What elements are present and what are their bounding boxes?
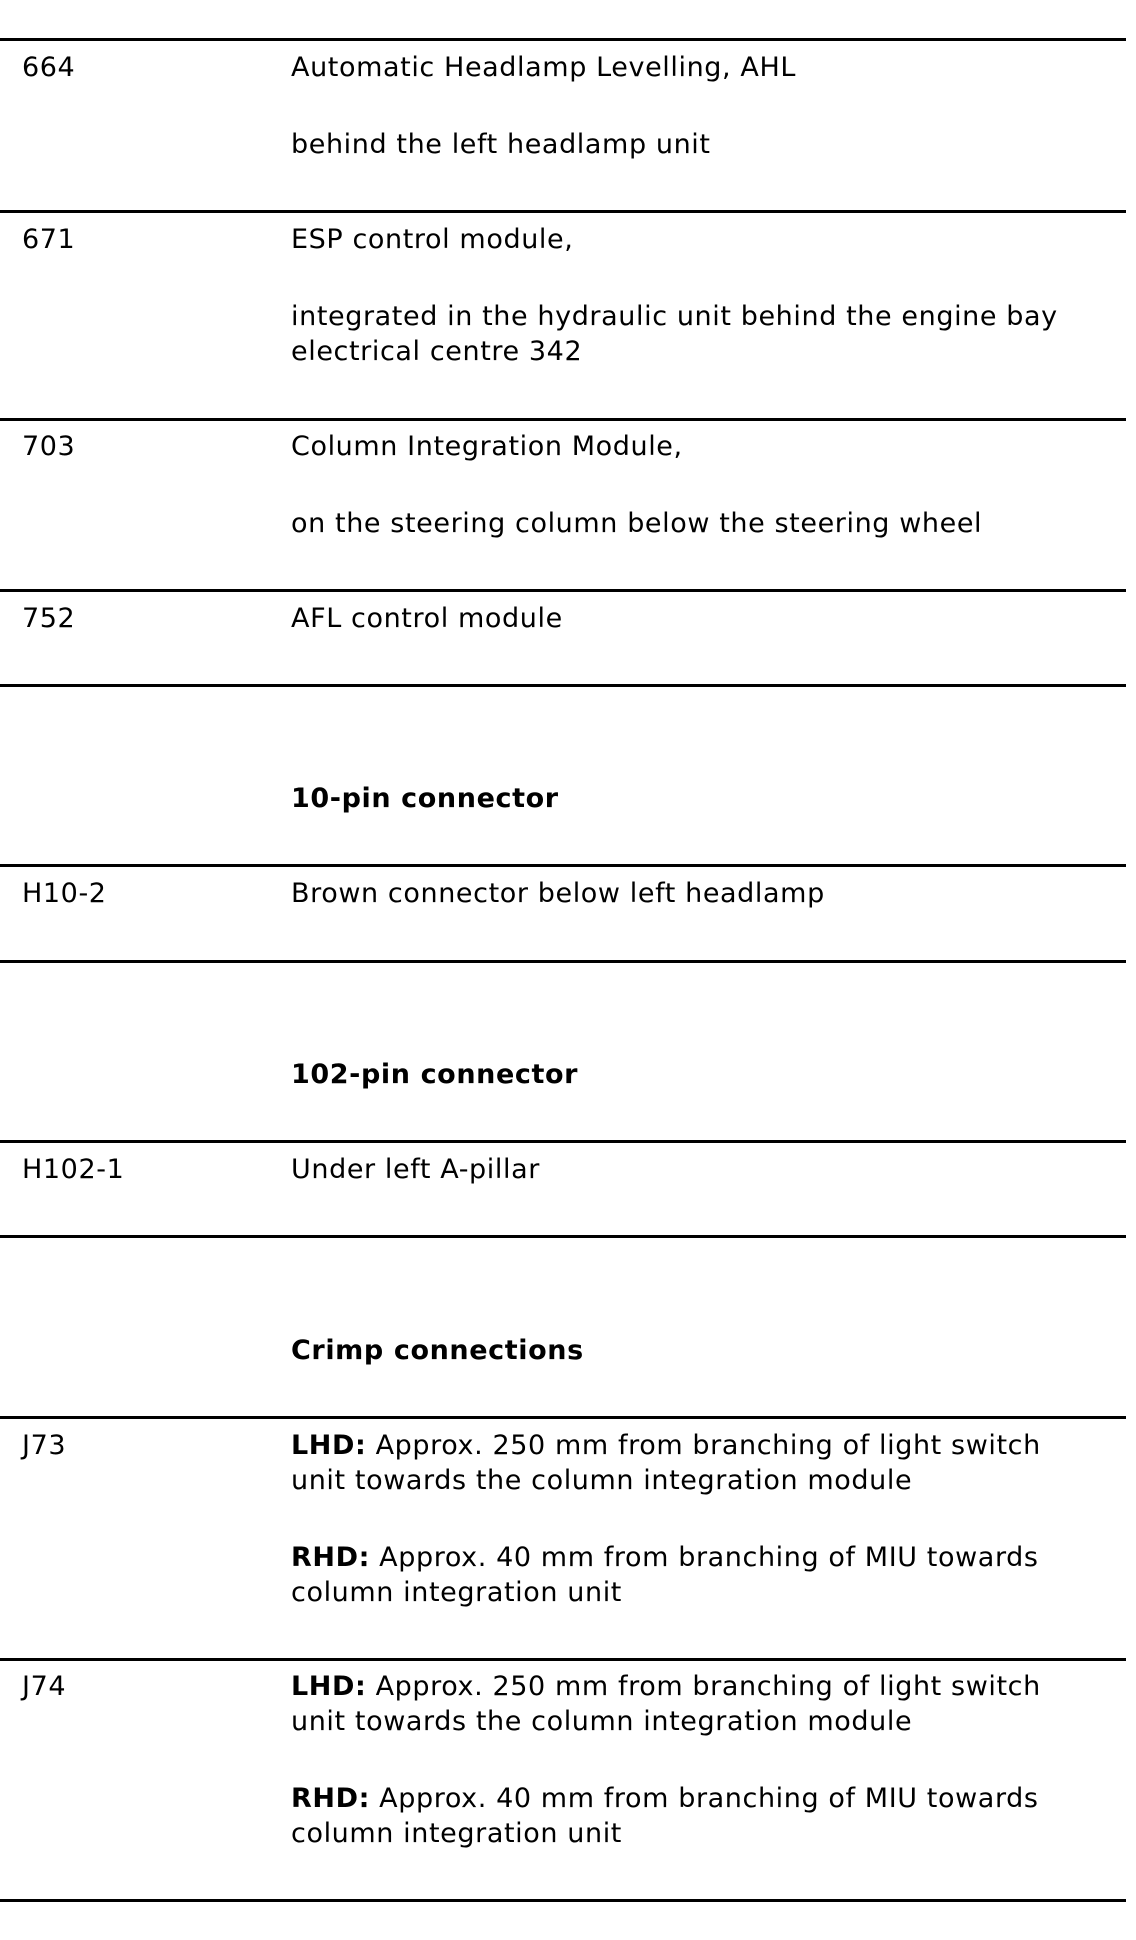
component-code: 664 [22, 52, 76, 83]
connector-location: Under left A-pillar [291, 1154, 540, 1185]
rhd-label: RHD: [291, 1783, 370, 1814]
table-divider [0, 960, 1126, 963]
table-divider [0, 1235, 1126, 1238]
lhd-label: LHD: [291, 1430, 367, 1461]
section-heading: 10-pin connector [291, 783, 559, 814]
component-code: 671 [22, 224, 76, 255]
connector-code: H10-2 [22, 878, 107, 909]
table-divider [0, 418, 1126, 421]
rhd-text: Approx. 40 mm from branching of MIU towards column integration unit [291, 1783, 1039, 1849]
crimp-code: J74 [22, 1671, 67, 1702]
component-code: 752 [22, 603, 76, 634]
lhd-text: Approx. 250 mm from branching of light switch unit towards the column integration module [291, 1430, 1041, 1496]
table-divider [0, 1899, 1126, 1902]
rhd-text: Approx. 40 mm from branching of MIU towards column integration unit [291, 1542, 1039, 1608]
component-description: AFL control module [291, 603, 563, 634]
table-divider [0, 1416, 1126, 1419]
rhd-location [291, 1540, 1101, 1610]
lhd-label: LHD: [291, 1671, 367, 1702]
component-description: ESP control module, [291, 224, 574, 255]
connector-code: H102-1 [22, 1154, 125, 1185]
rhd-label: RHD: [291, 1542, 370, 1573]
table-divider [0, 210, 1126, 213]
table-divider [0, 38, 1126, 41]
table-divider [0, 1140, 1126, 1143]
table-divider [0, 684, 1126, 687]
table-divider [0, 589, 1126, 592]
component-code: 703 [22, 431, 76, 462]
section-heading: 102-pin connector [291, 1059, 579, 1090]
component-location: on the steering column below the steering wheel [291, 508, 983, 539]
rhd-location [291, 1781, 1101, 1851]
component-location: behind the left headlamp unit [291, 129, 711, 160]
lhd-location [291, 1428, 1101, 1498]
connector-location: Brown connector below left headlamp [291, 878, 825, 909]
table-divider [0, 1658, 1126, 1661]
component-description: Automatic Headlamp Levelling, AHL [291, 52, 797, 83]
lhd-location [291, 1669, 1101, 1739]
component-location: integrated in the hydraulic unit behind the engine bay electrical centre 342 [291, 301, 1058, 367]
table-divider [0, 864, 1126, 867]
crimp-code: J73 [22, 1430, 67, 1461]
lhd-text: Approx. 250 mm from branching of light switch unit towards the column integration module [291, 1671, 1041, 1737]
component-description: Column Integration Module, [291, 431, 683, 462]
section-heading: Crimp connections [291, 1335, 584, 1366]
